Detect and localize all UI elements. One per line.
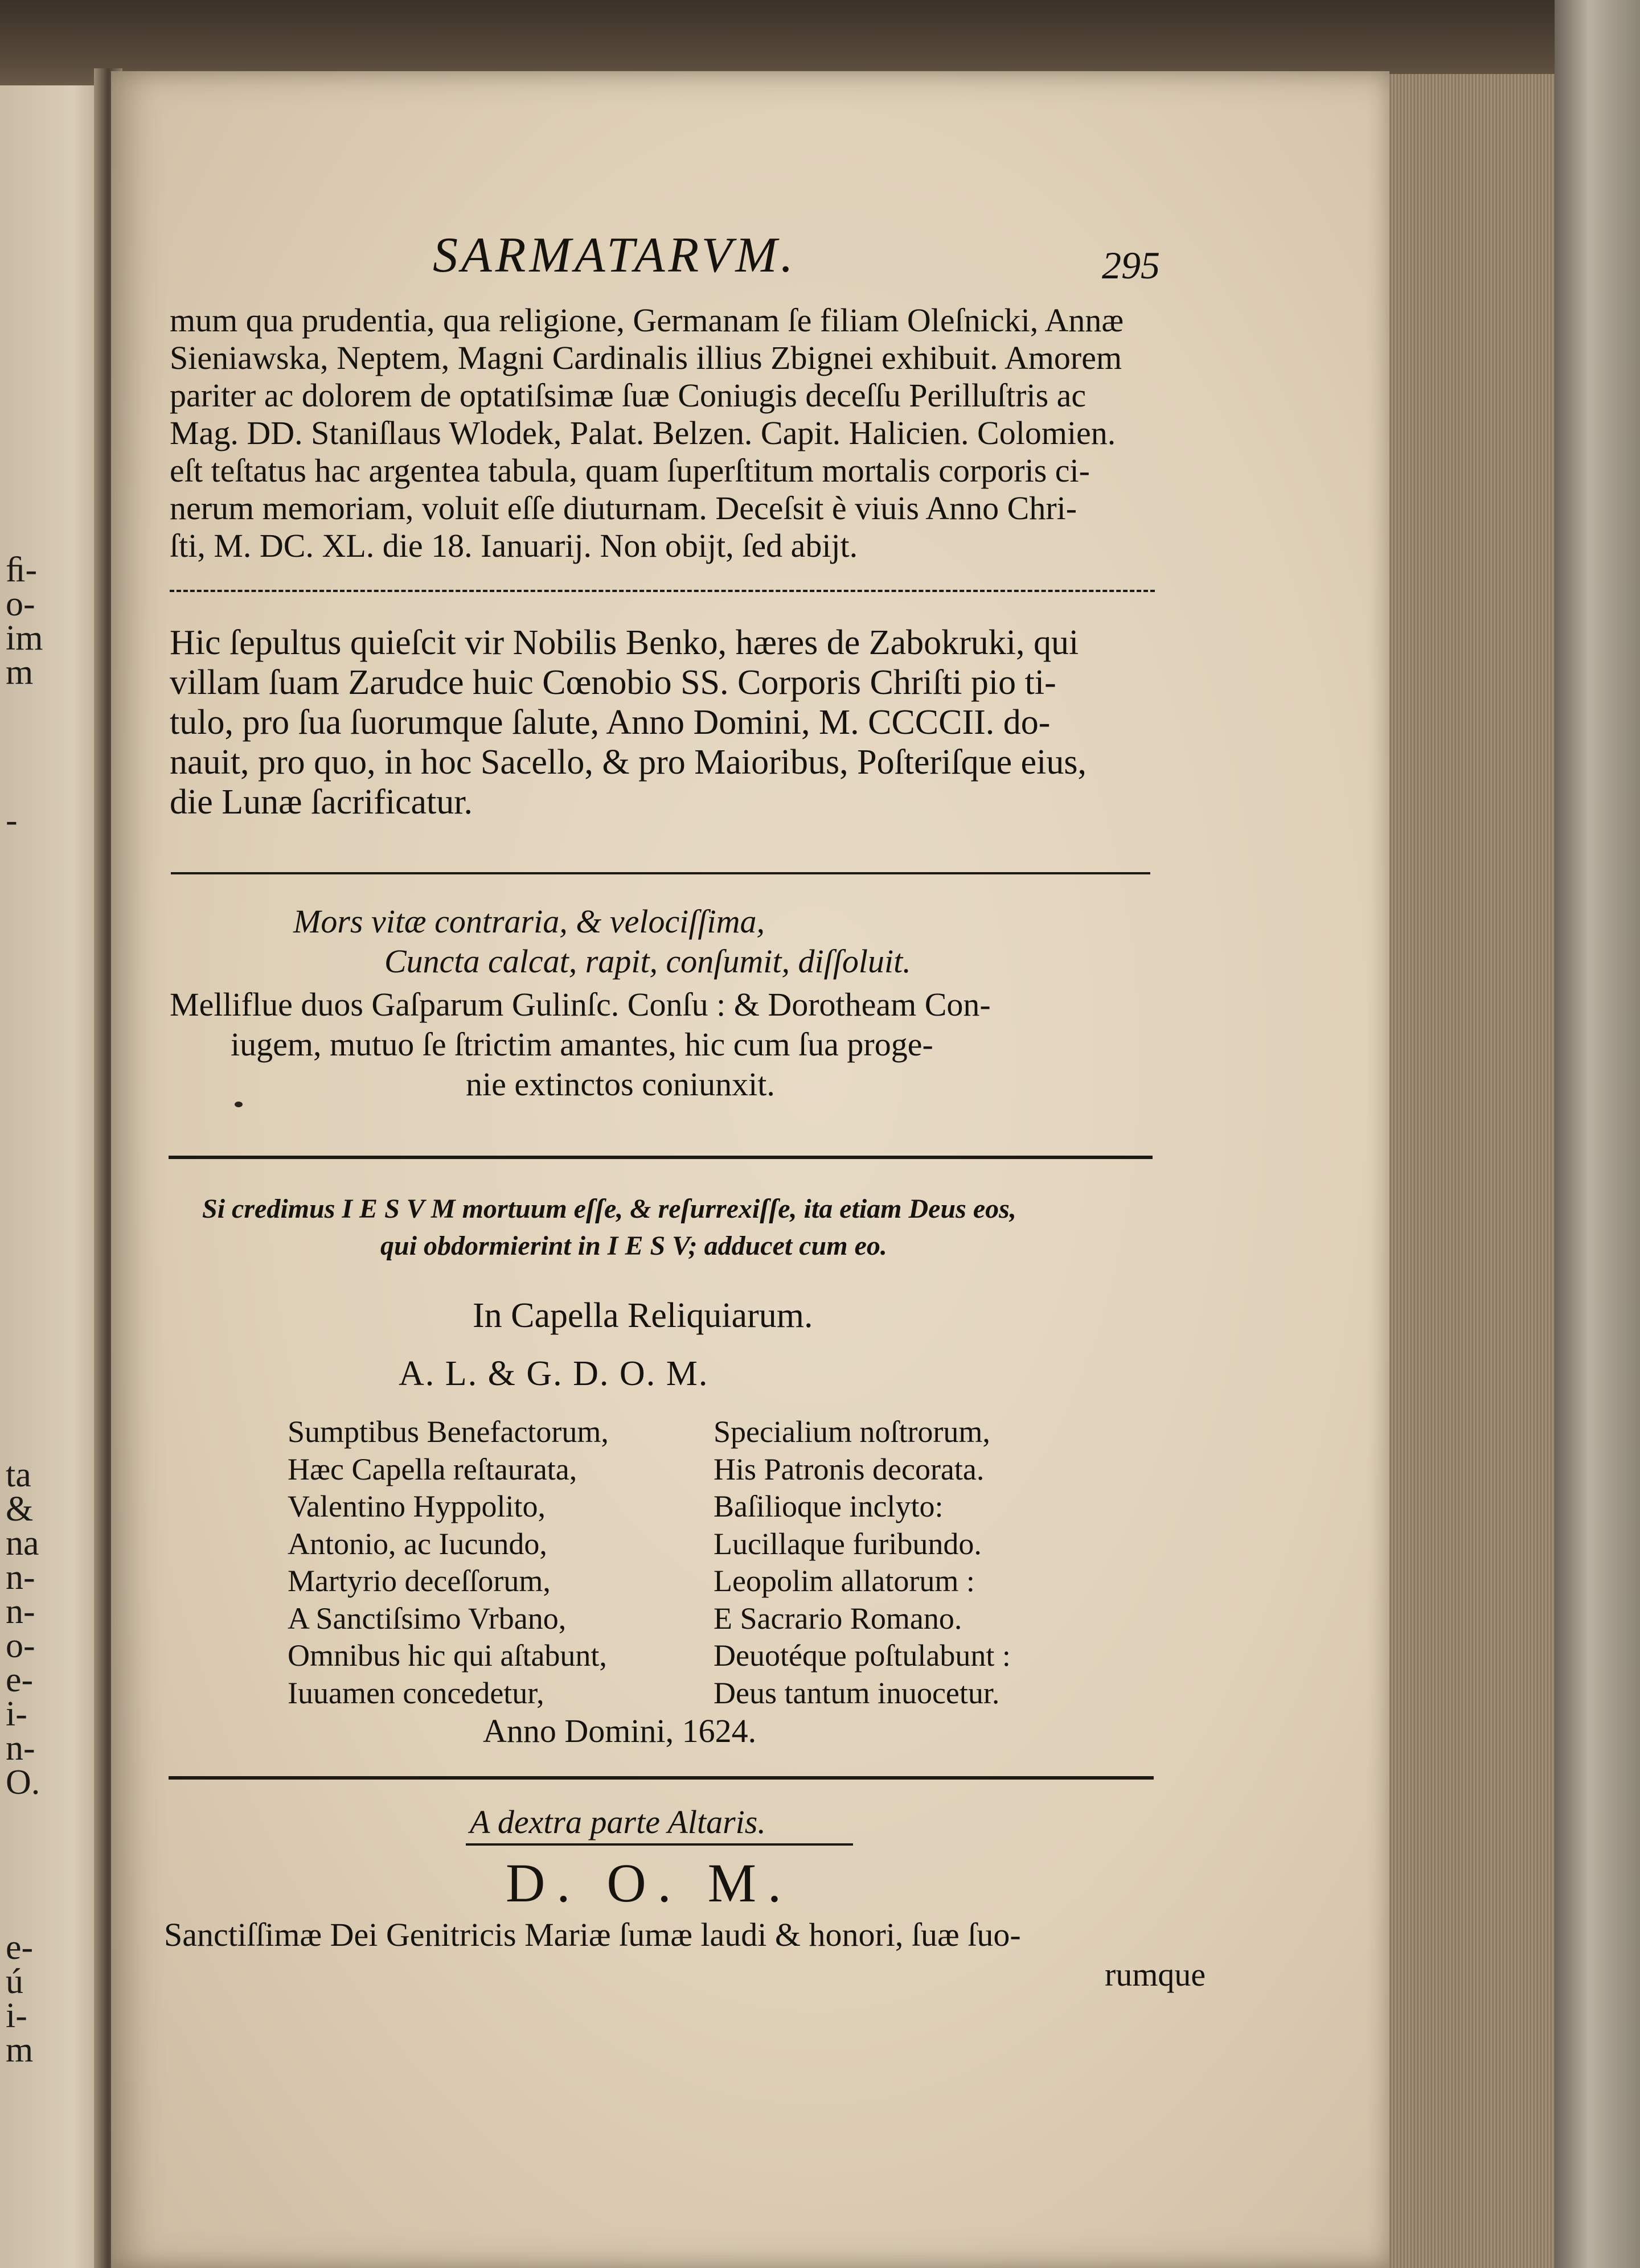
inscription-line: Leopolim allatorum : [714,1564,975,1598]
inscription-line: Specialium noſtrorum, [714,1415,990,1449]
left-page-fragment: n- [6,1558,35,1597]
left-page-fragment: na [6,1524,39,1563]
left-page-fragment: o- [6,585,35,623]
catchword: rumque [1105,1956,1206,1993]
divider-rule [171,872,1150,874]
inscription-line: His Patronis decorata. [714,1452,985,1486]
section1-line: nerum memoriam, voluit eſſe diuturnam. Deceſsit è viuis Anno Chri- [170,490,1077,527]
section2-line: tulo, pro ſua ſuorumque ſalute, Anno Domini, M. CCCCII. do- [170,703,1051,742]
left-page-fragment: o- [6,1626,35,1665]
book-cover-edge [1555,0,1640,2268]
section1-line: Sieniawska, Neptem, Magni Cardinalis illius Zbignei exhibuit. Amorem [170,339,1122,376]
left-page-fragment: ﬁ- [6,550,38,589]
subheading: A dextra parte Altaris. [470,1803,766,1840]
section3-line: iugem, mutuo ſe ſtrictim amantes, hic cum ſua proge- [231,1026,933,1063]
year-line: Anno Domini, 1624. [483,1712,757,1749]
inscription-line: Valentino Hyppolito, [288,1489,546,1523]
left-page-fragment: i- [6,1996,27,2035]
left-page-fragment: m [6,2031,34,2069]
page-edges [1384,74,1555,2268]
left-page-margin [0,85,105,2268]
section2-line: nauit, pro quo, in hoc Sacello, & pro Maioribus, Poſteriſque eius, [170,743,1087,782]
ink-spot [235,1102,243,1107]
dom-heading: D. O. M. [506,1852,793,1913]
inscription-line: Martyrio deceſſorum, [288,1564,551,1598]
section1-line: mum qua prudentia, qua religione, Germanam ſe filiam Oleſnicki, Annæ [170,302,1124,339]
verse-line: Mors vitæ contraria, & velociſſima, [293,903,765,940]
left-page-fragment: ta [6,1456,31,1494]
inscription-line: Iuuamen concedetur, [288,1675,544,1710]
inscription-line: Deuotéque poſtulabunt : [714,1638,1011,1673]
left-page-fragment: - [6,801,18,840]
left-page-fragment: im [6,619,43,658]
section1-line: ſti, M. DC. XL. die 18. Ianuarij. Non obijt, ſed abijt. [170,527,858,564]
section1-line: eſt teſtatus hac argentea tabula, quam ſuperſtitum mortalis corporis ci- [170,452,1090,489]
chapel-heading: In Capella Reliquiarum. [473,1296,813,1335]
section1-line: Mag. DD. Staniſlaus Wlodek, Palat. Belzen. Capit. Halicien. Colomien. [170,414,1116,451]
inscription-line: Sumptibus Benefactorum, [288,1415,609,1449]
running-head: SARMATARVM. [433,228,797,283]
section2-line: villam ſuam Zarudce huic Cœnobio SS. Corporis Chriſti pio ti- [170,663,1056,702]
left-page-fragment: n- [6,1729,35,1768]
inscription-line: Baſilioque inclyto: [714,1489,944,1523]
inscription-left-column [288,1416,609,1715]
scripture-line: qui obdormierint in I E S V; adducet cum eo. [380,1231,887,1261]
page-number: 295 [1102,244,1160,287]
section3-line: Melliflue duos Gaſparum Gulinſc. Conſu : & Dorotheam Con- [170,986,991,1023]
section1-line: pariter ac dolorem de optatiſsimæ ſuæ Coniugis deceſſu Perilluſtris ac [170,377,1086,414]
divider-rule [170,590,1155,592]
inscription-line: Antonio, ac Iucundo, [288,1526,547,1561]
inscription-line: Deus tantum inuocetur. [714,1675,1000,1710]
left-page-fragment: e- [6,1661,34,1699]
inscription-line: A Sanctiſsimo Vrbano, [288,1601,567,1636]
subheading-underline [466,1843,853,1846]
section2-line: die Lunæ ſacrificatur. [170,783,473,821]
scripture-line: Si credimus I E S V M mortuum eſſe, & reſurrexiſſe, ita etiam Deus eos, [202,1194,1016,1224]
left-page-fragment: ú [6,1962,23,2001]
section3-line: nie extinctos coniunxit. [466,1066,775,1103]
inscription-line: Lucillaque furibundo. [714,1526,982,1561]
inscription-right-column [714,1416,1011,1715]
left-page-fragment: e- [6,1928,34,1967]
left-page-fragment: & [6,1490,34,1529]
left-page-fragment: n- [6,1592,35,1631]
left-page-fragment: m [6,653,34,692]
inscription-line: E Sacrario Romano. [714,1601,962,1636]
left-page-fragment: O. [6,1763,40,1802]
divider-rule [169,1776,1154,1780]
divider-rule [169,1156,1153,1159]
inscription-line: Hæc Capella reſtaurata, [288,1452,577,1486]
dedication-line: A. L. & G. D. O. M. [399,1354,709,1393]
verse-line: Cuncta calcat, rapit, conſumit, diſſoluit. [384,943,911,980]
section2-line: Hic ſepultus quieſcit vir Nobilis Benko, hæres de Zabokruki, qui [170,623,1079,662]
left-page-fragment: i- [6,1695,27,1733]
section5-line: Sanctiſſimæ Dei Genitricis Mariæ ſumæ laudi & honori, ſuæ ſuo- [164,1916,1021,1953]
inscription-line: Omnibus hic qui aſtabunt, [288,1638,607,1673]
